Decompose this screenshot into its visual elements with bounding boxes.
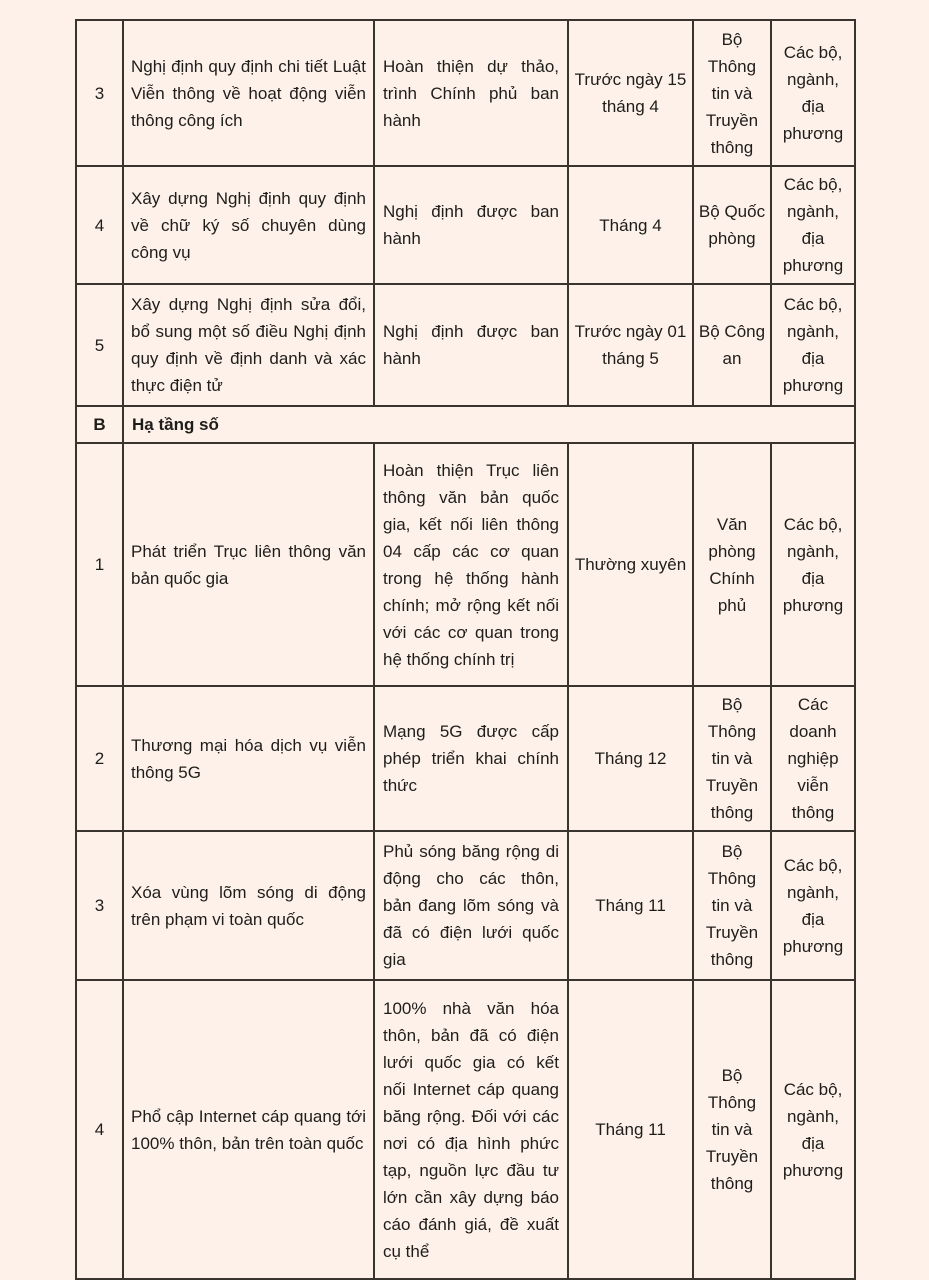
time-cell: Trước ngày 15 tháng 4 — [568, 20, 693, 166]
time-cell: Tháng 11 — [568, 980, 693, 1279]
task-cell: Xây dựng Nghị định quy định về chữ ký số chuyên dùng công vụ — [123, 166, 374, 284]
task-cell: Phát triển Trục liên thông văn bản quốc gia — [123, 443, 374, 686]
lead-agency-cell: Bộ Thông tin và Truyền thông — [693, 980, 771, 1279]
time-cell: Tháng 12 — [568, 686, 693, 831]
row-number: 4 — [76, 166, 123, 284]
coordinating-agency-cell: Các doanh nghiệp viễn thông — [771, 686, 855, 831]
result-cell: Nghị định được ban hành — [374, 166, 568, 284]
table-row — [76, 166, 855, 284]
lead-agency-cell: Bộ Công an — [693, 284, 771, 406]
section-title: Hạ tầng số — [123, 406, 855, 443]
task-cell: Phổ cập Internet cáp quang tới 100% thôn, bản trên toàn quốc — [123, 980, 374, 1279]
coordinating-agency-cell: Các bộ, ngành, địa phương — [771, 284, 855, 406]
row-number: 4 — [76, 980, 123, 1279]
lead-agency-cell: Bộ Thông tin và Truyền thông — [693, 686, 771, 831]
row-number: 2 — [76, 686, 123, 831]
result-cell: Mạng 5G được cấp phép triển khai chính thức — [374, 686, 568, 831]
table-row — [76, 831, 855, 980]
task-cell: Nghị định quy định chi tiết Luật Viễn thông về hoạt động viễn thông công ích — [123, 20, 374, 166]
coordinating-agency-cell: Các bộ, ngành, địa phương — [771, 443, 855, 686]
row-number: 3 — [76, 831, 123, 980]
section-header-row — [76, 406, 855, 443]
result-cell: Hoàn thiện Trục liên thông văn bản quốc gia, kết nối liên thông 04 cấp các cơ quan trong hệ thống hành chính; mở rộng kết nối với các cơ quan trong hệ thống chính trị — [374, 443, 568, 686]
task-cell: Xây dựng Nghị định sửa đổi, bổ sung một số điều Nghị định quy định về định danh và xác thực điện tử — [123, 284, 374, 406]
table-row — [76, 20, 855, 166]
lead-agency-cell: Bộ Thông tin và Truyền thông — [693, 20, 771, 166]
row-number: 1 — [76, 443, 123, 686]
section-letter: B — [76, 406, 123, 443]
result-cell: Hoàn thiện dự thảo, trình Chính phủ ban hành — [374, 20, 568, 166]
task-cell: Thương mại hóa dịch vụ viễn thông 5G — [123, 686, 374, 831]
row-number: 3 — [76, 20, 123, 166]
lead-agency-cell: Văn phòng Chính phủ — [693, 443, 771, 686]
table-row — [76, 686, 855, 831]
time-cell: Tháng 11 — [568, 831, 693, 980]
table-row — [76, 443, 855, 686]
result-cell: 100% nhà văn hóa thôn, bản đã có điện lưới quốc gia có kết nối Internet cáp quang băng rộng. Đối với các nơi có địa hình phức tạp, nguồn lực đầu tư lớn cần xây dựng báo cáo đánh giá, đề xuất cụ thể — [374, 980, 568, 1279]
time-cell: Trước ngày 01 tháng 5 — [568, 284, 693, 406]
coordinating-agency-cell: Các bộ, ngành, địa phương — [771, 166, 855, 284]
lead-agency-cell: Bộ Quốc phòng — [693, 166, 771, 284]
coordinating-agency-cell: Các bộ, ngành, địa phương — [771, 20, 855, 166]
time-cell: Thường xuyên — [568, 443, 693, 686]
result-cell: Phủ sóng băng rộng di động cho các thôn, bản đang lõm sóng và đã có điện lưới quốc gia — [374, 831, 568, 980]
task-cell: Xóa vùng lõm sóng di động trên phạm vi toàn quốc — [123, 831, 374, 980]
table-row — [76, 980, 855, 1279]
lead-agency-cell: Bộ Thông tin và Truyền thông — [693, 831, 771, 980]
coordinating-agency-cell: Các bộ, ngành, địa phương — [771, 980, 855, 1279]
table-row — [76, 284, 855, 406]
coordinating-agency-cell: Các bộ, ngành, địa phương — [771, 831, 855, 980]
row-number: 5 — [76, 284, 123, 406]
result-cell: Nghị định được ban hành — [374, 284, 568, 406]
task-assignment-table — [75, 19, 856, 1280]
time-cell: Tháng 4 — [568, 166, 693, 284]
